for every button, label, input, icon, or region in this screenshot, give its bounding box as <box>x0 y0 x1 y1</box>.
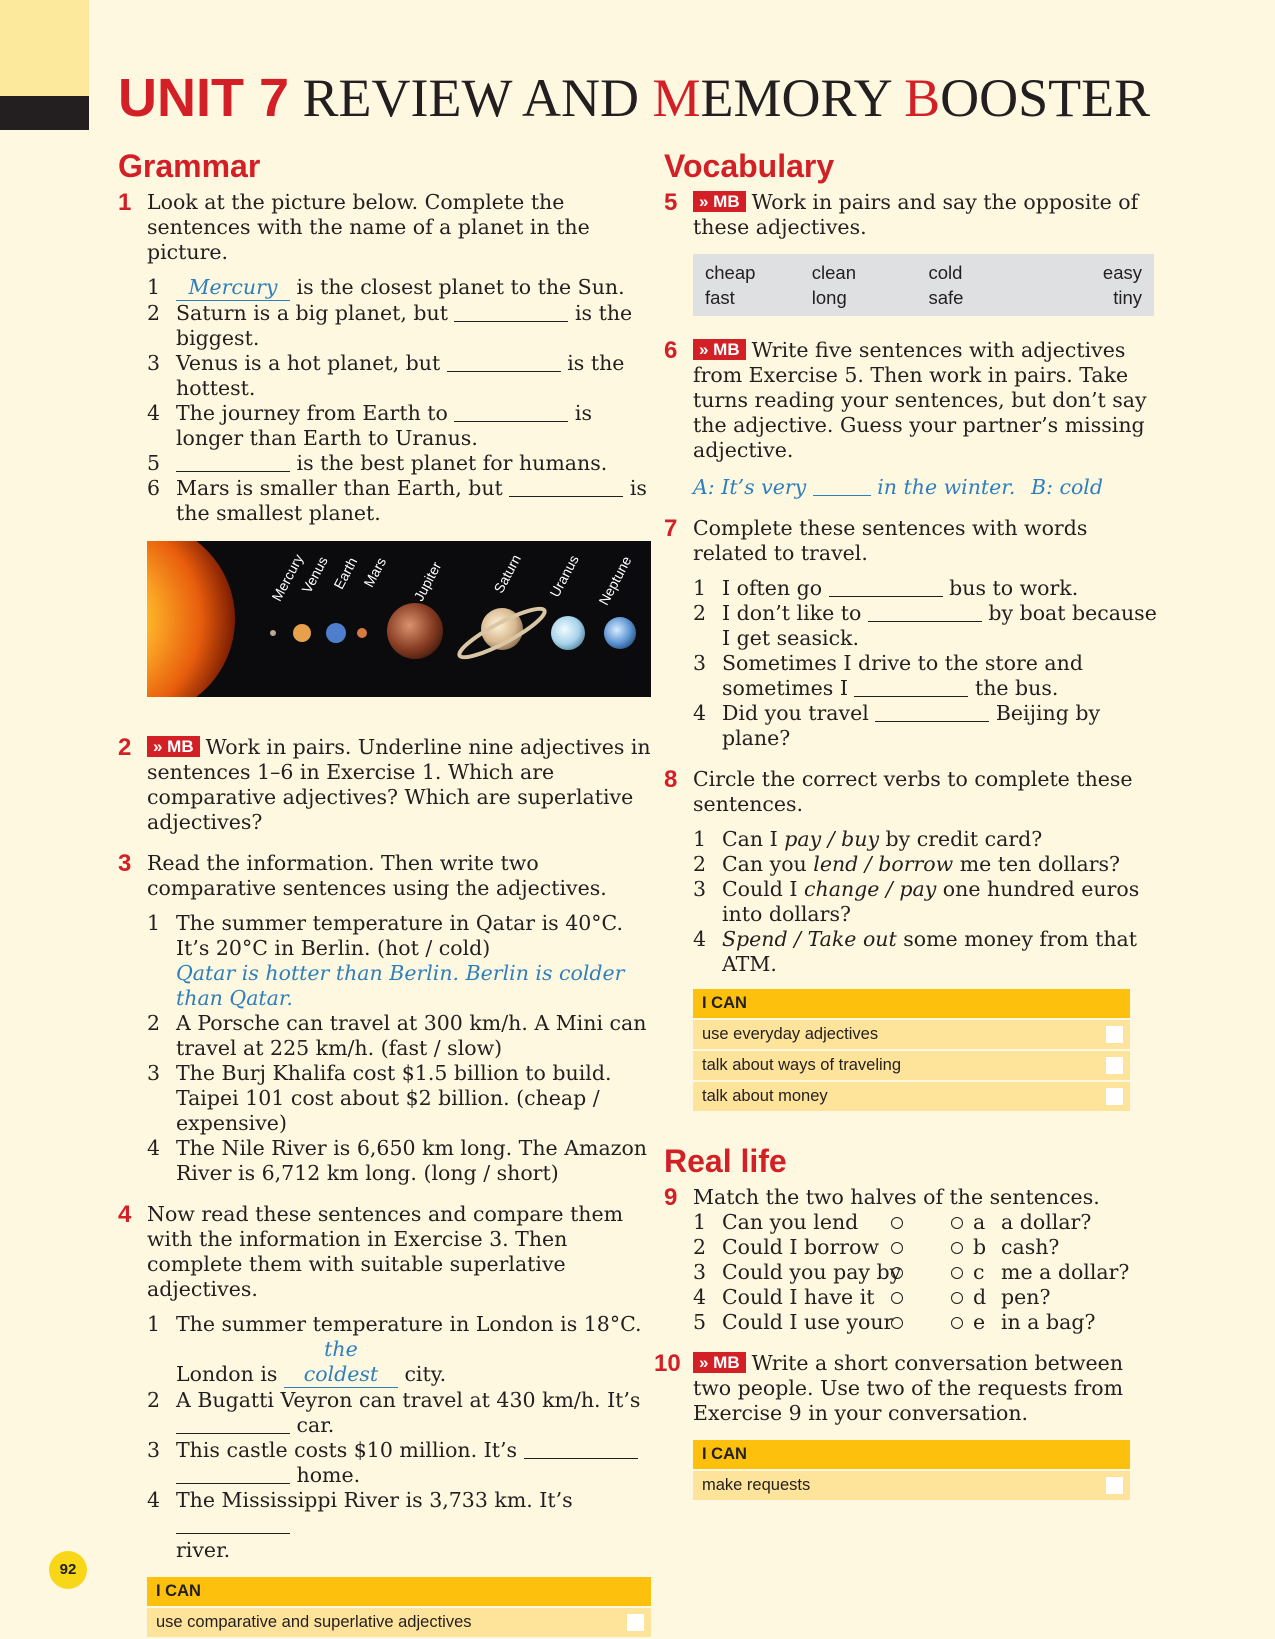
exercise-number: 3 <box>118 850 132 877</box>
list-item: 1 Mercury is the closest planet to the Sun. <box>147 275 625 299</box>
jupiter-planet <box>387 603 443 659</box>
answer-blank[interactable] <box>176 1415 290 1434</box>
planet-label: Earth <box>330 554 361 592</box>
match-row: 4 Could I have it d pen? <box>693 1285 1051 1309</box>
answer-blank[interactable] <box>868 603 982 622</box>
planet-label: Mercury <box>268 551 307 604</box>
match-dot[interactable] <box>891 1267 903 1279</box>
sun <box>147 541 235 697</box>
list-item: 4 The journey from Earth to is longer than Earth to Uranus. <box>147 401 592 450</box>
answer-blank <box>813 477 871 496</box>
match-dot[interactable] <box>891 1317 903 1329</box>
exercise-items <box>147 911 658 1186</box>
i-can-heading: I CAN <box>693 989 1130 1018</box>
list-item: 1 The summer temperature in Qatar is 40°C. It’s 20°C in Berlin. (hot / cold) Qatar is hotter than Berlin. Berlin is colder than Qatar. <box>147 911 625 1010</box>
uranus-planet <box>551 616 585 650</box>
page-title: UNIT 7 REVIEW AND MEMORY BOOSTER <box>118 68 1151 128</box>
word-choice[interactable]: pay / buy <box>784 827 880 851</box>
right-column <box>654 142 1164 1502</box>
list-item: 1 Can I pay / buy by credit card? <box>693 827 1043 851</box>
exercise-number: 8 <box>664 766 678 793</box>
planet-label: Mars <box>360 554 390 590</box>
word-box <box>693 254 1154 316</box>
match-row: 3 Could you pay by c me a dollar? <box>693 1260 1130 1284</box>
i-can-box <box>693 1440 1130 1500</box>
match-dot[interactable] <box>951 1242 963 1254</box>
checkbox[interactable] <box>1106 1088 1123 1105</box>
i-can-row: use comparative and superlative adjectives <box>147 1608 651 1637</box>
word: long <box>811 287 847 308</box>
list-item: 4 Spend / Take out some money from that ATM. <box>693 927 1137 976</box>
exercise-5 <box>664 190 1164 316</box>
exercise-number: 7 <box>664 515 678 542</box>
word: clean <box>811 262 856 283</box>
match-dot[interactable] <box>951 1217 963 1229</box>
match-dot[interactable] <box>951 1292 963 1304</box>
real-life-heading: Real life <box>664 1143 787 1179</box>
word-choice[interactable]: change / pay <box>804 877 937 901</box>
checkbox[interactable] <box>1106 1477 1123 1494</box>
exercise-instruction: » MB Work in pairs and say the opposite of these adjectives. <box>693 190 1139 239</box>
list-item: 4 The Nile River is 6,650 km long. The Amazon River is 6,712 km long. (long / short) <box>147 1136 648 1185</box>
list-item: 3 Venus is a hot planet, but is the hottest. <box>147 351 625 400</box>
answer-blank[interactable] <box>447 353 561 372</box>
answer-blank[interactable] <box>454 303 568 322</box>
checkbox[interactable] <box>1106 1057 1123 1074</box>
list-item: 2 Saturn is a big planet, but is the biggest. <box>147 301 633 350</box>
example-answer: Qatar is hotter than Berlin. Berlin is colder than Qatar. <box>176 961 625 1010</box>
answer-blank[interactable]: Mercury <box>176 275 290 301</box>
exercise-number: 9 <box>664 1184 678 1211</box>
planet-label: Jupiter <box>410 559 445 604</box>
i-can-row: use everyday adjectives <box>693 1020 1130 1049</box>
list-item: 2 Can you lend / borrow me ten dollars? <box>693 852 1121 876</box>
list-item: 6 Mars is smaller than Earth, but is the smallest planet. <box>147 476 647 525</box>
match-dot[interactable] <box>891 1217 903 1229</box>
word-choice[interactable]: lend / borrow <box>813 852 954 876</box>
match-dot[interactable] <box>891 1292 903 1304</box>
answer-blank[interactable] <box>176 453 290 472</box>
checkbox[interactable] <box>1106 1026 1123 1043</box>
word: easy <box>1102 262 1142 283</box>
list-item: 1 I often go bus to work. <box>693 576 1079 600</box>
list-item: 4 Did you travel Beijing by plane? <box>693 701 1101 750</box>
list-item: 1 The summer temperature in London is 18°C. London is the coldest city. <box>147 1312 642 1386</box>
exercise-instruction: Read the information. Then write two comparative sentences using the adjectives. <box>147 851 607 900</box>
checkbox[interactable] <box>627 1614 644 1631</box>
match-dot[interactable] <box>951 1267 963 1279</box>
answer-blank[interactable] <box>524 1440 638 1459</box>
exercise-3 <box>118 851 658 1186</box>
planet-label: Venus <box>298 553 331 596</box>
exercise-instruction: Now read these sentences and compare them with the information in Exercise 3. Then complete them with suitable superlative adjectives. <box>147 1202 624 1301</box>
word: cheap <box>705 262 756 283</box>
list-item: 2 I don’t like to by boat because I get seasick. <box>693 601 1157 650</box>
exercise-4 <box>118 1202 658 1637</box>
match-dot[interactable] <box>891 1242 903 1254</box>
mb-badge: » MB <box>693 1352 746 1373</box>
page-number: 92 <box>49 1551 87 1589</box>
left-column <box>118 142 658 1639</box>
mars-planet <box>357 628 367 638</box>
match-row: 5 Could I use your e in a bag? <box>693 1310 1096 1334</box>
exercise-instruction: Look at the picture below. Complete the sentences with the name of a planet in the picture. <box>147 190 590 264</box>
matching-list <box>693 1210 1164 1335</box>
exercise-6 <box>664 338 1164 500</box>
exercise-instruction: » MB Write a short conversation between two people. Use two of the requests from Exercise 9 in your conversation. <box>693 1351 1124 1425</box>
exercise-2 <box>118 735 658 835</box>
exercise-8 <box>664 767 1164 1111</box>
list-item: 3 Sometimes I drive to the store and sometimes I the bus. <box>693 651 1083 700</box>
word-choice[interactable]: Spend / Take out <box>722 927 897 951</box>
word: cold <box>928 262 963 283</box>
corner-decoration <box>0 0 89 96</box>
exercise-number: 6 <box>664 337 678 364</box>
match-dot[interactable] <box>951 1317 963 1329</box>
exercise-instruction: Match the two halves of the sentences. <box>693 1185 1100 1209</box>
exercise-1 <box>118 190 658 697</box>
vocabulary-heading: Vocabulary <box>664 148 835 184</box>
exercise-items <box>693 827 1164 977</box>
list-item: 3 Could I change / pay one hundred euros into dollars? <box>693 877 1140 926</box>
exercise-items <box>147 275 658 526</box>
i-can-heading: I CAN <box>147 1577 651 1606</box>
planet-label: Saturn <box>490 551 524 596</box>
answer-blank[interactable] <box>176 1465 290 1484</box>
exercise-instruction: » MB Work in pairs. Underline nine adjectives in sentences 1–6 in Exercise 1. Which are comparative adjectives? Which are superlative adjectives? <box>147 735 651 834</box>
exercise-9 <box>664 1185 1164 1335</box>
exercise-items <box>693 576 1164 751</box>
example-dialogue: A: It’s very in the winter. B: cold <box>693 475 1103 499</box>
answer-blank[interactable] <box>875 703 989 722</box>
corner-bar <box>0 96 89 130</box>
exercise-number: 1 <box>118 189 132 216</box>
answer-blank[interactable] <box>176 1515 290 1534</box>
match-row: 1 Can you lend a a dollar? <box>693 1210 1092 1234</box>
list-item: 3 This castle costs $10 million. It’s home. <box>147 1438 658 1488</box>
unit-number: UNIT 7 <box>118 68 290 128</box>
mercury-planet <box>270 630 276 636</box>
mb-badge: » MB <box>693 339 746 360</box>
list-item: 4 The Mississippi River is 3,733 km. It’s river. <box>147 1488 573 1562</box>
mb-badge: » MB <box>693 191 746 212</box>
i-can-row: talk about ways of traveling <box>693 1051 1130 1080</box>
answer-blank[interactable]: the coldest <box>284 1337 398 1388</box>
exercise-instruction: Complete these sentences with words related to travel. <box>693 516 1088 565</box>
exercise-items <box>147 1312 658 1563</box>
exercise-number: 5 <box>664 189 678 216</box>
earth-planet <box>326 623 346 643</box>
venus-planet <box>293 624 311 642</box>
i-can-row: talk about money <box>693 1082 1130 1111</box>
word: safe <box>928 287 964 308</box>
planet-label: Uranus <box>546 552 582 600</box>
answer-blank[interactable] <box>454 403 568 422</box>
i-can-row: make requests <box>693 1471 1130 1500</box>
list-item: 5 is the best planet for humans. <box>147 451 608 475</box>
word: fast <box>705 287 735 308</box>
list-item: 2 A Porsche can travel at 300 km/h. A Mini can travel at 225 km/h. (fast / slow) <box>147 1011 647 1060</box>
list-item: 2 A Bugatti Veyron can travel at 430 km/h. It’s car. <box>147 1388 641 1437</box>
list-item: 3 The Burj Khalifa cost $1.5 billion to build. Taipei 101 cost about $2 billion. (cheap / expensive) <box>147 1061 612 1135</box>
answer-blank[interactable] <box>829 578 943 597</box>
solar-system-image <box>147 541 651 697</box>
exercise-number: 4 <box>118 1201 132 1228</box>
mb-badge: » MB <box>147 736 200 757</box>
i-can-box <box>693 989 1130 1111</box>
exercise-7 <box>664 516 1164 751</box>
exercise-number: 10 <box>654 1350 681 1377</box>
exercise-number: 2 <box>118 734 132 761</box>
i-can-heading: I CAN <box>693 1440 1130 1469</box>
match-row: 2 Could I borrow b cash? <box>693 1235 1060 1259</box>
neptune-planet <box>604 617 636 649</box>
answer-blank[interactable] <box>509 478 623 497</box>
exercise-instruction: Circle the correct verbs to complete these sentences. <box>693 767 1133 816</box>
planet-label: Neptune <box>595 553 635 608</box>
exercise-instruction: » MB Write five sentences with adjectives from Exercise 5. Then work in pairs. Take turns reading your sentences, but don’t say the adjective. Guess your partner’s missing adjective. <box>693 338 1147 462</box>
exercise-10 <box>654 1350 1164 1500</box>
word: tiny <box>1113 287 1142 308</box>
saturn-planet <box>455 602 549 665</box>
answer-blank[interactable] <box>854 678 968 697</box>
i-can-box <box>147 1577 651 1637</box>
grammar-heading: Grammar <box>118 148 261 184</box>
